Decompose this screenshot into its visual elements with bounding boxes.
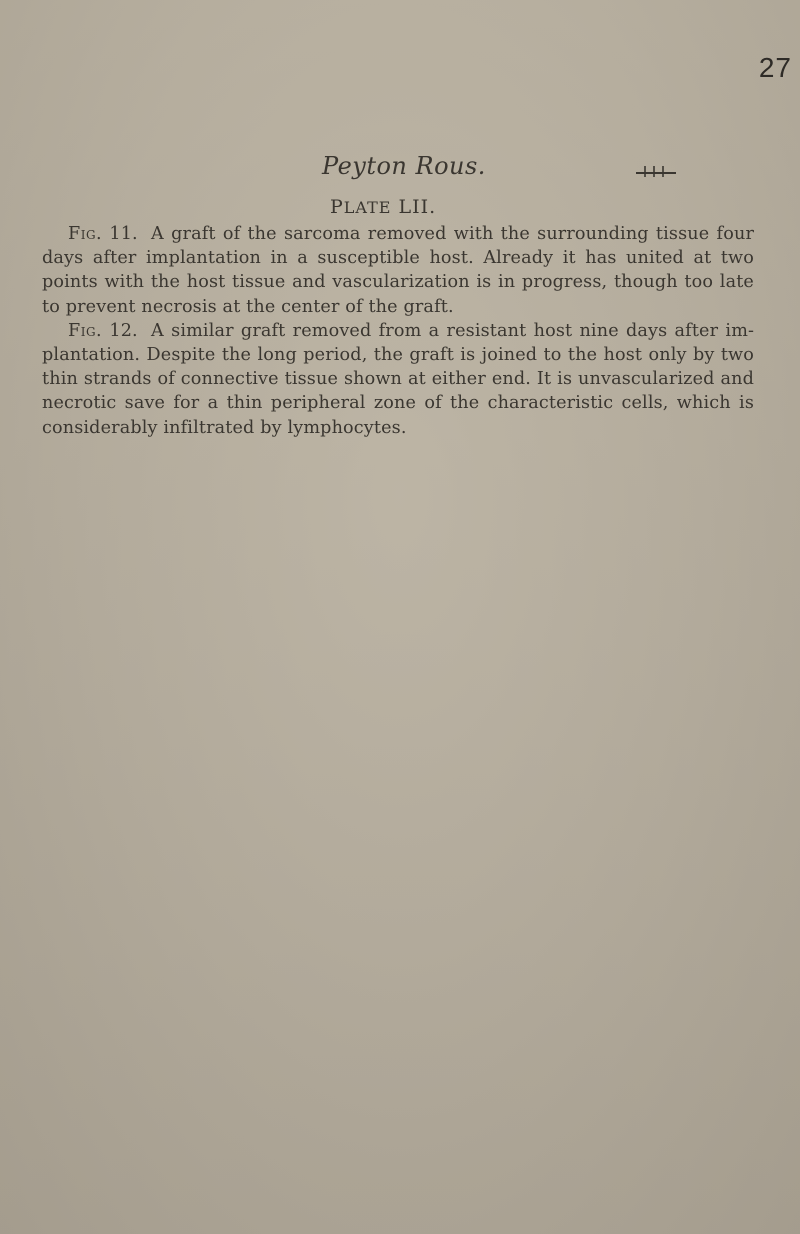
running-header [322,152,682,188]
figure-number: 11. [109,224,138,244]
caption-text: A graft of the sarcoma removed with the surrounding tissue four days after implantation in a susceptible host. Already it has united at two points with the host tissue and vascularization is in progress, though too late to prevent necrosis at the center of the graft. [42,224,755,317]
figure-label: Fig. [68,224,103,244]
page-number: 27 [758,52,792,83]
figure-caption [42,222,754,319]
plate-title-initial: P [330,196,344,218]
plate-title [330,196,436,218]
author-name: Peyton Rous. [322,152,486,180]
plate-title-numeral: LII. [398,196,437,218]
figure-caption [42,319,754,440]
figure-label: Fig. [68,320,103,341]
figure-captions [42,222,754,440]
plate-mark-icon [636,164,676,178]
caption-text: A similar graft removed from a resistant host nine days after implantation. Despite the long period, the graft is joined to the host only by two thin strands of connective tissue shown at either end. It is unvascularized and necrotic save for a thin peripheral zone of the characteristic cells, which is considerably infiltrated by lymphocytes. [42,320,754,438]
figure-number: 12. [109,320,138,341]
plate-title-rest: LATE [343,198,392,217]
